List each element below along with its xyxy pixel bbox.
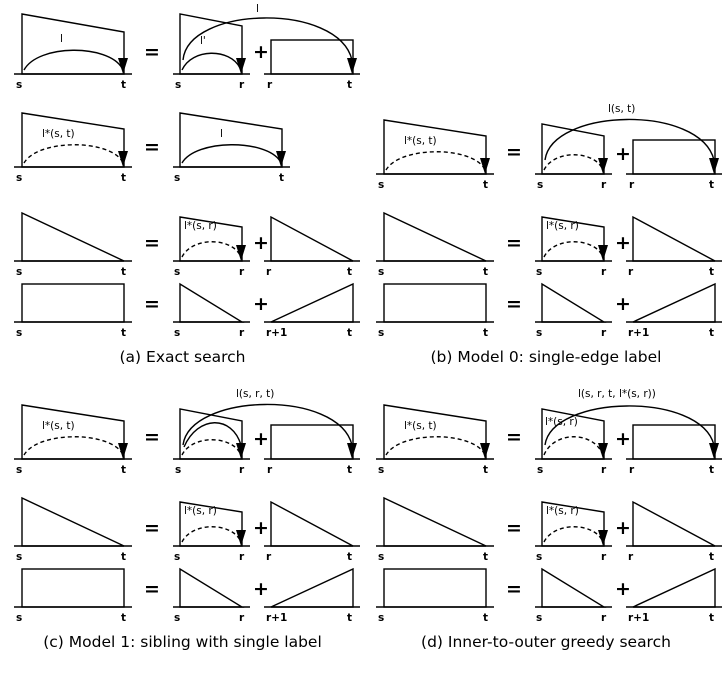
arrowhead-middle xyxy=(598,443,608,459)
shape-triangle-left xyxy=(376,498,494,546)
panel-b-row-3 xyxy=(370,272,725,342)
node-label-s: s xyxy=(174,327,181,339)
arc-label-l: l xyxy=(256,3,259,15)
node-label-s: s xyxy=(16,266,23,278)
shape-triangle-right xyxy=(264,217,360,261)
node-label-r-plus-1: r+1 xyxy=(266,327,288,339)
arc-middle-dashed xyxy=(544,155,602,170)
node-label-r: r xyxy=(266,551,272,563)
node-label-s: s xyxy=(16,172,23,184)
panel-d-row-1 xyxy=(370,387,725,482)
node-label-s: s xyxy=(16,464,23,476)
node-label-r-plus-1: r+1 xyxy=(266,612,288,624)
shape-triangle-left xyxy=(14,213,132,261)
node-label-s: s xyxy=(537,179,544,191)
arrowhead-left xyxy=(118,151,128,167)
operator-equals: = xyxy=(506,293,522,315)
shape-rectangle-right xyxy=(264,425,360,459)
shape-triangle-middle xyxy=(535,284,612,322)
shape-triangle-left xyxy=(376,213,494,261)
operator-equals: = xyxy=(144,426,160,448)
shape-triangle-right xyxy=(626,217,722,261)
arc-left-dashed xyxy=(386,437,484,455)
node-label-t: t xyxy=(483,464,489,476)
shape-trapezoid-left xyxy=(14,113,132,167)
node-label-r: r xyxy=(601,464,607,476)
shape-triangle-right xyxy=(264,569,360,607)
arc-label-lstar-st: l*(s, t) xyxy=(404,420,437,432)
shape-triangle-right xyxy=(626,284,722,322)
arc-label-l: l xyxy=(220,128,223,140)
shape-rectangle-left xyxy=(14,284,132,322)
operator-equals: = xyxy=(144,41,160,63)
arrowhead-middle xyxy=(236,530,246,546)
operator-equals: = xyxy=(506,517,522,539)
panel-a-row-3 xyxy=(8,205,353,280)
node-label-t: t xyxy=(121,79,127,91)
arc-left-dashed xyxy=(24,437,122,455)
operator-plus: + xyxy=(253,293,269,315)
arc-label-lstar-st: l*(s, t) xyxy=(42,128,75,140)
node-label-s: s xyxy=(175,464,182,476)
node-label-s: s xyxy=(536,327,543,339)
panel-b-row-1 xyxy=(370,102,725,197)
operator-plus: + xyxy=(615,143,631,165)
arc-label-l-prime: l' xyxy=(200,35,206,47)
node-label-t: t xyxy=(121,172,127,184)
node-label-s: s xyxy=(16,327,23,339)
node-label-s: s xyxy=(175,79,182,91)
node-label-t: t xyxy=(709,612,715,624)
arrowhead-middle xyxy=(236,245,246,261)
operator-equals: = xyxy=(144,136,160,158)
operator-plus: + xyxy=(615,428,631,450)
shape-triangle-left xyxy=(14,498,132,546)
shape-rectangle-right xyxy=(626,425,722,459)
panel-d-row-2 xyxy=(370,490,725,565)
panel-a-row-4 xyxy=(8,272,368,342)
node-label-s: s xyxy=(16,79,23,91)
arc-left xyxy=(24,50,122,70)
panel-c-row-1 xyxy=(8,387,363,482)
shape-rectangle-left xyxy=(376,569,494,607)
node-label-s: s xyxy=(378,327,385,339)
node-label-s: s xyxy=(536,612,543,624)
node-label-r: r xyxy=(267,464,273,476)
panel-inner-to-outer xyxy=(365,385,727,665)
node-label-t: t xyxy=(347,464,353,476)
shape-triangle-middle xyxy=(535,569,612,607)
shape-rectangle-left xyxy=(14,569,132,607)
node-label-r: r xyxy=(239,266,245,278)
shape-triangle-right xyxy=(264,284,360,322)
panel-b-row-2 xyxy=(370,205,725,280)
arc-label-lstar-sr: l*(s, r) xyxy=(184,220,217,232)
arc-middle-dashed xyxy=(544,242,602,257)
arrowhead-span xyxy=(709,443,719,459)
shape-rectangle-right xyxy=(264,40,360,74)
arc-middle-inner xyxy=(182,53,240,70)
node-label-r: r xyxy=(601,266,607,278)
node-label-r: r xyxy=(629,179,635,191)
arrowhead-span xyxy=(347,58,357,74)
arc-label-lstar-sr: l*(s, r) xyxy=(546,220,579,232)
node-label-t: t xyxy=(483,612,489,624)
node-label-r: r xyxy=(239,327,245,339)
node-label-r: r xyxy=(628,266,634,278)
operator-equals: = xyxy=(144,578,160,600)
shape-rectangle-right xyxy=(626,140,722,174)
node-label-t: t xyxy=(121,327,127,339)
node-label-t: t xyxy=(709,327,715,339)
node-label-s: s xyxy=(16,551,23,563)
arrowhead-span xyxy=(347,443,357,459)
arrowhead-left xyxy=(480,443,490,459)
arrowhead-middle xyxy=(236,58,246,74)
operator-plus: + xyxy=(615,293,631,315)
arrowhead-right xyxy=(276,151,286,167)
arc-label-lstar-sr: l*(s, r) xyxy=(184,505,217,517)
node-label-r: r xyxy=(628,551,634,563)
panel-d-caption: (d) Inner-to-outer greedy search xyxy=(421,633,671,651)
operator-equals: = xyxy=(144,232,160,254)
operator-plus: + xyxy=(615,578,631,600)
node-label-t: t xyxy=(483,179,489,191)
arc-middle-dashed xyxy=(182,440,240,455)
arrowhead-left xyxy=(480,158,490,174)
arc-middle-dashed xyxy=(182,242,240,257)
node-label-s: s xyxy=(174,612,181,624)
shape-trapezoid-left xyxy=(376,120,494,174)
node-label-r: r xyxy=(601,551,607,563)
arc-label-lstar-st: l*(s, t) xyxy=(42,420,75,432)
node-label-r: r xyxy=(601,612,607,624)
node-label-s: s xyxy=(378,464,385,476)
node-label-r: r xyxy=(601,327,607,339)
node-label-t: t xyxy=(483,327,489,339)
node-label-t: t xyxy=(347,327,353,339)
shape-triangle-middle xyxy=(173,284,250,322)
node-label-t: t xyxy=(347,266,353,278)
panel-model-0 xyxy=(365,100,727,366)
arc-left-dashed xyxy=(24,145,122,163)
panel-c-row-3 xyxy=(8,557,363,627)
shape-triangle-right xyxy=(264,502,360,546)
panel-a-row-1 xyxy=(8,2,363,97)
shape-triangle-right xyxy=(626,569,722,607)
shape-rectangle-left xyxy=(376,284,494,322)
operator-equals: = xyxy=(506,232,522,254)
arrowhead-middle xyxy=(598,245,608,261)
node-label-s: s xyxy=(174,266,181,278)
arc-left-dashed xyxy=(386,152,484,170)
arrowhead-middle xyxy=(236,443,246,459)
node-label-t: t xyxy=(709,179,715,191)
node-label-t: t xyxy=(347,79,353,91)
arc-label-lstar-st: l*(s, t) xyxy=(404,135,437,147)
shape-trapezoid-right xyxy=(173,113,290,167)
arc-label-l-st: l(s, t) xyxy=(608,103,636,115)
panel-c-row-2 xyxy=(8,490,363,565)
arc-label-l-srt: l(s, r, t) xyxy=(236,388,275,400)
node-label-t: t xyxy=(483,266,489,278)
node-label-s: s xyxy=(16,612,23,624)
arc-middle-dashed xyxy=(544,527,602,542)
node-label-r-plus-1: r+1 xyxy=(628,612,650,624)
node-label-s: s xyxy=(378,612,385,624)
arrowhead-span xyxy=(709,158,719,174)
node-label-r: r xyxy=(239,464,245,476)
arc-label-lstar-sr: l*(s, r) xyxy=(545,416,578,428)
node-label-s: s xyxy=(174,172,181,184)
node-label-t: t xyxy=(347,551,353,563)
operator-equals: = xyxy=(144,293,160,315)
node-label-t: t xyxy=(121,612,127,624)
node-label-t: t xyxy=(121,551,127,563)
operator-plus: + xyxy=(615,232,631,254)
node-label-s: s xyxy=(174,551,181,563)
node-label-t: t xyxy=(709,266,715,278)
panel-model-1 xyxy=(0,385,365,665)
operator-plus: + xyxy=(615,517,631,539)
panel-b-caption: (b) Model 0: single-edge label xyxy=(430,348,662,366)
node-label-s: s xyxy=(536,266,543,278)
node-label-r: r xyxy=(601,179,607,191)
operator-equals: = xyxy=(506,426,522,448)
node-label-s: s xyxy=(378,179,385,191)
node-label-r: r xyxy=(266,266,272,278)
node-label-r: r xyxy=(239,612,245,624)
node-label-t: t xyxy=(709,464,715,476)
arc-middle-dashed xyxy=(182,527,240,542)
arrowhead-left xyxy=(118,443,128,459)
arc-middle-dashed xyxy=(544,437,602,455)
arc-label-l: l xyxy=(60,33,63,45)
node-label-r: r xyxy=(629,464,635,476)
node-label-r: r xyxy=(267,79,273,91)
arrowhead-middle xyxy=(598,158,608,174)
panel-d-row-3 xyxy=(370,557,725,627)
arc-right xyxy=(182,145,280,163)
node-label-t: t xyxy=(709,551,715,563)
node-label-t: t xyxy=(121,464,127,476)
arc-label-lstar-sr: l*(s, r) xyxy=(546,505,579,517)
operator-plus: + xyxy=(253,41,269,63)
node-label-s: s xyxy=(378,551,385,563)
shape-trapezoid-left xyxy=(14,14,132,74)
operator-plus: + xyxy=(253,428,269,450)
operator-plus: + xyxy=(253,517,269,539)
arc-label-l-srt-lstar: l(s, r, t, l*(s, r)) xyxy=(578,388,656,400)
arrowhead-middle xyxy=(598,530,608,546)
node-label-t: t xyxy=(483,551,489,563)
arrowhead-left xyxy=(118,58,128,74)
panel-exact-search xyxy=(0,0,365,366)
node-label-t: t xyxy=(121,266,127,278)
operator-equals: = xyxy=(506,141,522,163)
node-label-r: r xyxy=(239,79,245,91)
shape-triangle-middle xyxy=(173,569,250,607)
operator-plus: + xyxy=(253,578,269,600)
node-label-s: s xyxy=(378,266,385,278)
panel-a-row-2 xyxy=(8,105,308,190)
shape-trapezoid-left xyxy=(14,405,132,459)
node-label-t: t xyxy=(347,612,353,624)
node-label-r-plus-1: r+1 xyxy=(628,327,650,339)
node-label-s: s xyxy=(536,551,543,563)
operator-plus: + xyxy=(253,232,269,254)
panel-c-caption: (c) Model 1: sibling with single label xyxy=(43,633,322,651)
shape-trapezoid-left xyxy=(376,405,494,459)
operator-equals: = xyxy=(144,517,160,539)
node-label-r: r xyxy=(239,551,245,563)
operator-equals: = xyxy=(506,578,522,600)
shape-triangle-right xyxy=(626,502,722,546)
node-label-t: t xyxy=(279,172,285,184)
node-label-s: s xyxy=(537,464,544,476)
panel-a-caption: (a) Exact search xyxy=(119,348,246,366)
